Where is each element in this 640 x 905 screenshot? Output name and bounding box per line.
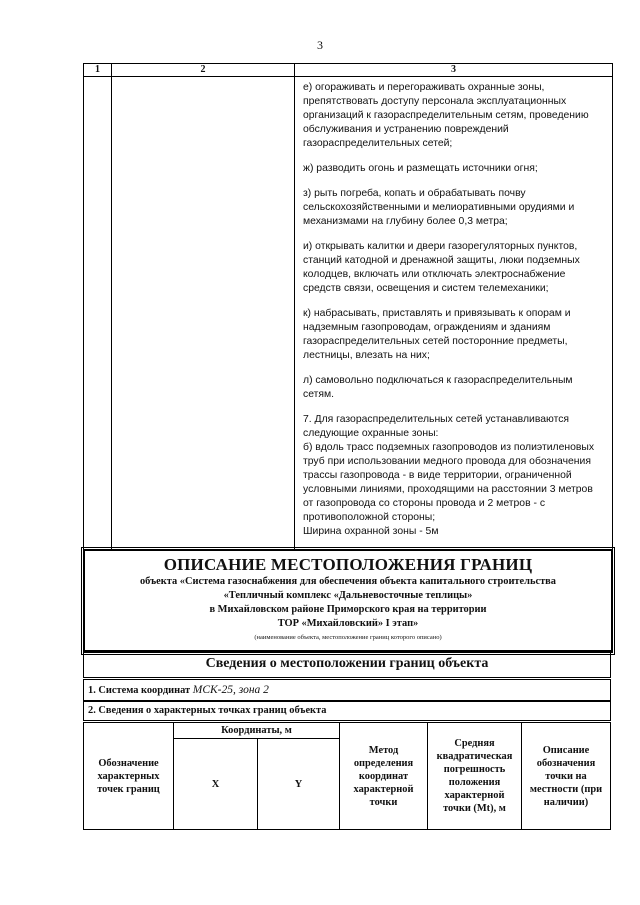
- column-3-cell: [295, 77, 612, 551]
- caption-note: (наименование объекта, местоположение границ которого описано): [254, 634, 442, 641]
- object-name-line: «Тепличный комплекс «Дальневосточные теплицы»: [223, 590, 473, 601]
- y-header: Y: [258, 739, 340, 829]
- description-title: ОПИСАНИЕ МЕСТОПОЛОЖЕНИЯ ГРАНИЦ: [163, 555, 533, 574]
- x-header: X: [174, 739, 258, 829]
- accuracy-header: Средняя квадратическая погрешность положения характерной точки (Mt), м: [428, 723, 522, 829]
- object-name-line: объекта «Система газоснабжения для обеспечения объекта капитального строительства: [139, 576, 556, 587]
- column-2-cell: [112, 77, 295, 551]
- points-section-title: 2. Сведения о характерных точках границ объекта: [83, 701, 611, 721]
- coordinate-system-row: [83, 679, 611, 701]
- column-1-cell: [84, 77, 112, 551]
- method-header: Метод определения координат характерной точки: [340, 723, 428, 829]
- coordinate-system-label: 1. Система координат: [88, 685, 191, 696]
- coordinates-header: Координаты, м: [174, 723, 340, 739]
- restrictions-table: [83, 63, 613, 551]
- restriction-item: и) открывать калитки и двери газорегуляторных пунктов, станций катодной и дренажной защиты, люки подземных колодцев, включать или отключать электроснабжение средств связи, освещения и систем телемеханики;: [303, 241, 580, 294]
- table-header-row: [84, 64, 612, 77]
- column-3-header: 3: [451, 64, 456, 75]
- boundary-description-block: [83, 549, 613, 653]
- table-body-row: [84, 77, 612, 551]
- object-location-line: ТОР «Михайловский» I этап»: [277, 618, 419, 629]
- designation-header: Обозначение характерных точек границ: [84, 723, 174, 829]
- restriction-item: л) самовольно подключаться к газораспределительным сетям.: [303, 375, 573, 400]
- column-1-header: 1: [84, 64, 112, 76]
- restriction-item: з) рыть погреба, копать и обрабатывать почву сельскохозяйственными и мелиоративными орудиями и механизмами на глубину более 0,3 метра;: [303, 188, 575, 227]
- zones-intro: 7. Для газораспределительных сетей устанавливаются следующие охранные зоны:: [303, 414, 570, 439]
- restriction-item: ж) разводить огонь и размещать источники огня;: [303, 163, 538, 174]
- points-table: [83, 722, 611, 830]
- page-number: 3: [317, 38, 323, 52]
- coordinate-system-value: МСК-25, зона 2: [192, 684, 269, 696]
- restriction-item: к) набрасывать, приставлять и привязывать к опорам и надземным газопроводам, ограждениям и зданиям газораспределительных сетей посторонние предметы, лестницы, влезать на них;: [303, 308, 571, 361]
- object-location-line: в Михайловском районе Приморского края на территории: [209, 604, 487, 615]
- protection-zone-text: [303, 413, 604, 539]
- section-title: Сведения о местоположении границ объекта: [83, 650, 611, 678]
- restriction-item: е) огораживать и перегораживать охранные зоны, препятствовать доступу персонала эксплуатационных организаций к газораспределительным сетям, проведению обслуживания и устранению повреждений газораспределительных сетей;: [303, 82, 589, 149]
- zones-rule: б) вдоль трасс подземных газопроводов из полиэтиленовых труб при использовании медного провода для обозначения трассы газопровода - в виде территории, ограниченной условными линиями, проходящими на расстоянии 3 метров от газопровода со стороны провода и 2 метров - с противоположной стороны;: [303, 442, 595, 523]
- zone-width: Ширина охранной зоны - 5м: [303, 526, 439, 537]
- point-description-header: Описание обозначения точки на местности (при наличии): [529, 744, 603, 808]
- column-2-header: 2: [112, 64, 295, 76]
